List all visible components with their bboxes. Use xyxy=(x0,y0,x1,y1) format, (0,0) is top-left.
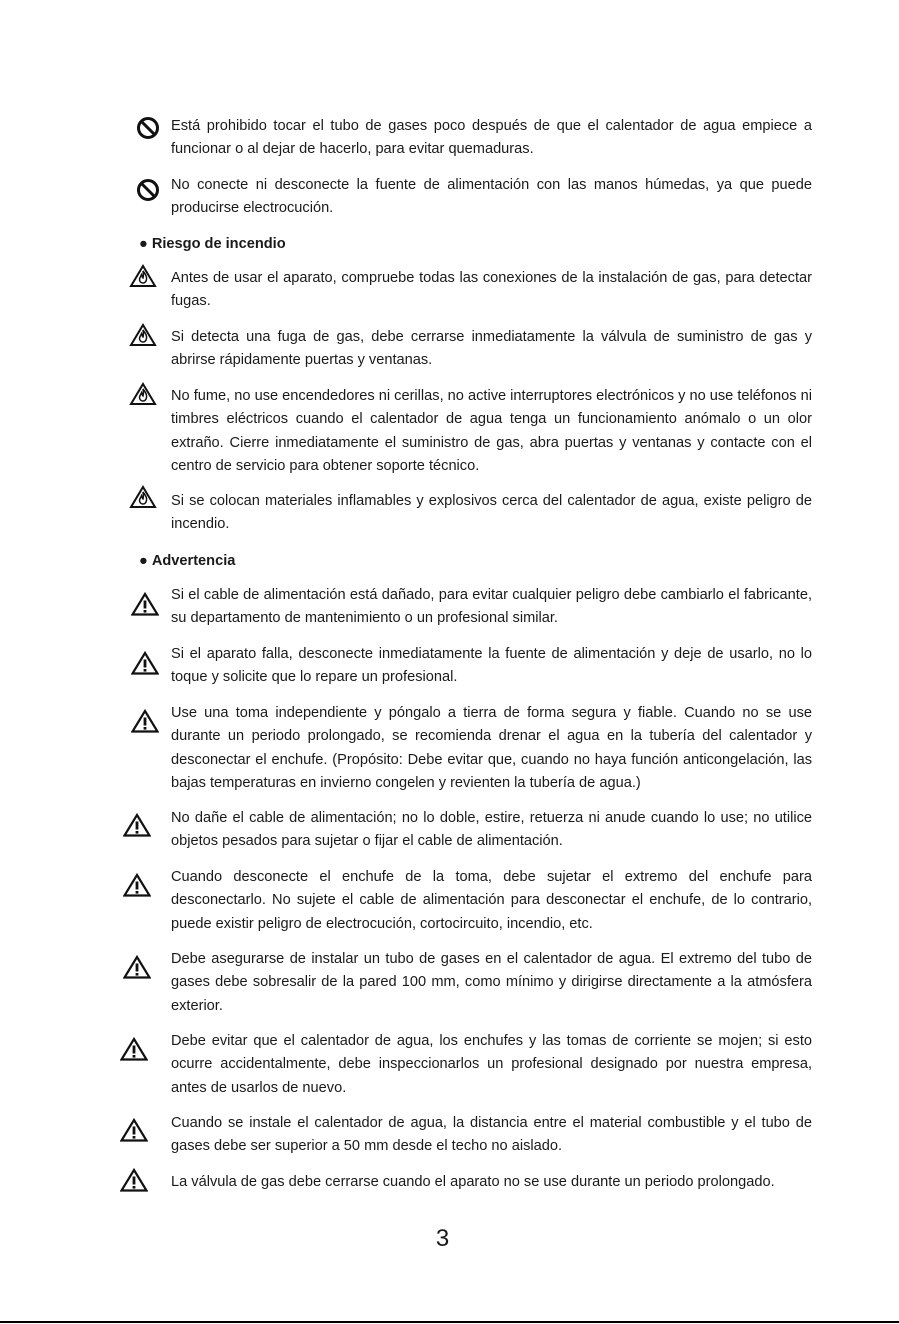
warning-icon xyxy=(131,709,159,738)
prohibited-icon xyxy=(136,116,160,145)
warning-item: No dañe el cable de alimentación; no lo doble, estire, retuerza ni anude cuando lo use; no utilice objetos pesados para sujetar o fijar el cable de alimentación. xyxy=(171,810,812,850)
fire-warning-icon xyxy=(129,264,157,293)
warning-icon xyxy=(131,651,159,680)
page-number: 3 xyxy=(435,1225,450,1252)
warning-icon xyxy=(123,873,151,902)
warning-item: Use una toma independiente y póngalo a tierra de forma segura y fiable. Cuando no se use durante un periodo prolongado, se recomienda drenar el agua en la tubería del calentador y desconectar el enchufe. (Propósito: Debe evitar que, cuando no haya función anticongelación, las bajas temperaturas en invierno congelen y revienten la tubería de agua.) xyxy=(171,705,812,792)
bottom-divider xyxy=(0,1321,899,1323)
section-heading-warning: ● Advertencia xyxy=(139,553,236,569)
prohibited-icon xyxy=(136,178,160,207)
fire-item: No fume, no use encendedores ni cerillas, no active interruptores electrónicos y no use teléfonos ni timbres eléctricos cuando el calentador de agua tenga un funcionamiento anómalo o un olor extraño. Cierre inmediatamente el suministro de gas, abra puertas y ventanas y contacte con el centro de servicio para obtener soporte técnico. xyxy=(171,388,812,475)
fire-warning-icon xyxy=(129,323,157,352)
heading-text: Riesgo de incendio xyxy=(151,236,286,252)
warning-icon xyxy=(123,813,151,842)
prohibited-item: No conecte ni desconecte la fuente de alimentación con las manos húmedas, ya que puede producirse electrocución. xyxy=(171,177,812,217)
prohibited-item: Está prohibido tocar el tubo de gases poco después de que el calentador de agua empiece a funcionar o al dejar de hacerlo, para evitar quemaduras. xyxy=(171,118,812,158)
warning-icon xyxy=(131,592,159,621)
warning-icon xyxy=(120,1118,148,1147)
fire-warning-icon xyxy=(129,485,157,514)
warning-icon xyxy=(123,955,151,984)
warning-item: Si el aparato falla, desconecte inmediatamente la fuente de alimentación y deje de usarlo, no lo toque y solicite que lo repare un profesional. xyxy=(171,646,812,686)
warning-item: Debe asegurarse de instalar un tubo de gases en el calentador de agua. El extremo del tubo de gases debe sobresalir de la pared 100 mm, como mínimo y dirigirse directamente a la atmósfera exterior. xyxy=(171,951,812,1014)
warning-item: Si el cable de alimentación está dañado, para evitar cualquier peligro debe cambiarlo el fabricante, su departamento de mantenimiento o un profesional similar. xyxy=(171,587,812,627)
section-heading-fire: ● Riesgo de incendio xyxy=(139,236,286,252)
warning-item: Debe evitar que el calentador de agua, los enchufes y las tomas de corriente se mojen; si esto ocurre accidentalmente, debe inspeccionarlos un profesional designado por nuestra empresa, antes de usarlos de nuevo. xyxy=(171,1033,812,1096)
fire-item: Antes de usar el aparato, compruebe todas las conexiones de la instalación de gas, para detectar fugas. xyxy=(171,270,812,310)
heading-text: Advertencia xyxy=(151,553,236,569)
warning-icon xyxy=(120,1037,148,1066)
fire-warning-icon xyxy=(129,382,157,411)
warning-item: Cuando desconecte el enchufe de la toma, debe sujetar el extremo del enchufe para desconectarlo. No sujete el cable de alimentación para desconectar el enchufe, de lo contrario, puede existir peligro de electrocución, cortocircuito, incendio, etc. xyxy=(171,869,812,932)
warning-item: La válvula de gas debe cerrarse cuando el aparato no se use durante un periodo prolongado. xyxy=(171,1174,775,1190)
warning-item: Cuando se instale el calentador de agua, la distancia entre el material combustible y el tubo de gases debe ser superior a 50 mm desde el techo no aislado. xyxy=(171,1115,812,1155)
fire-item: Si se colocan materiales inflamables y explosivos cerca del calentador de agua, existe peligro de incendio. xyxy=(171,493,812,533)
fire-item: Si detecta una fuga de gas, debe cerrarse inmediatamente la válvula de suministro de gas y abrirse rápidamente puertas y ventanas. xyxy=(171,329,812,369)
warning-icon xyxy=(120,1168,148,1197)
